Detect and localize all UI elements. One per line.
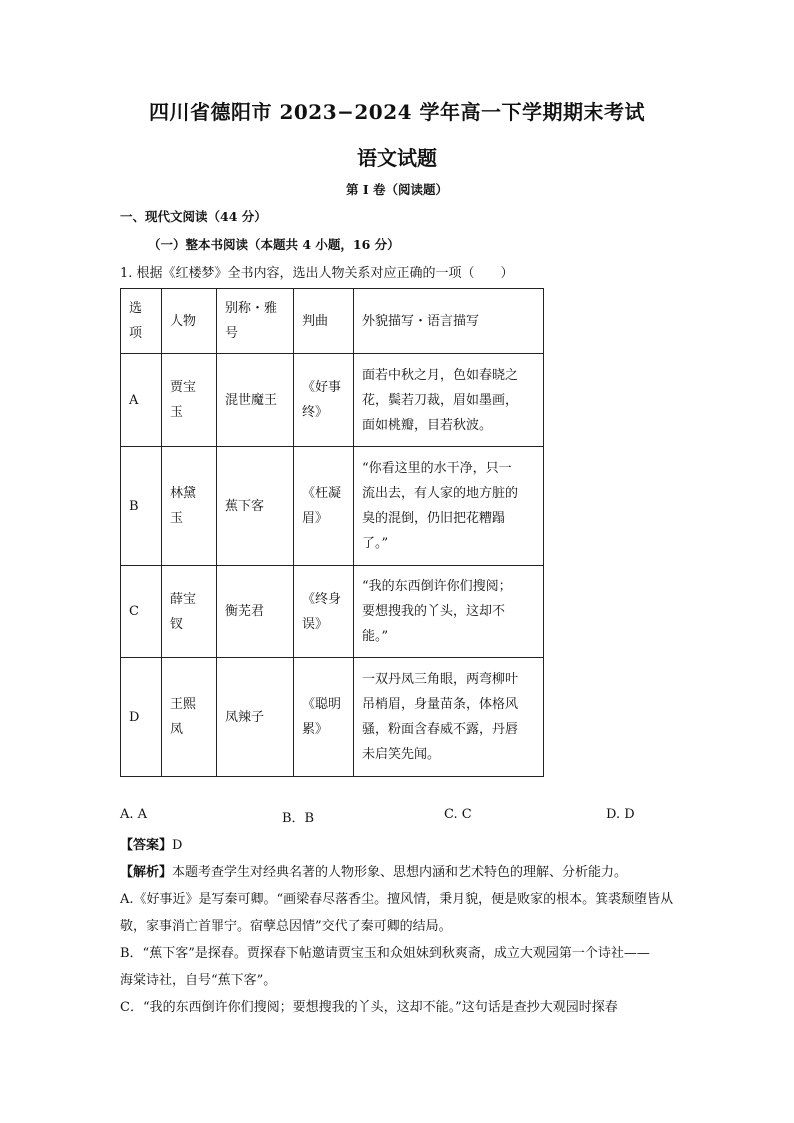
analysis-point-b: B．“蕉下客”是探春。贾探春下帖邀请贾宝玉和众姐妹到秋爽斋，成立大观园第一个诗社—— 海棠诗社，自号“蕉下客”。	[120, 946, 676, 988]
table-cell: 《枉凝 眉》	[294, 447, 354, 566]
answer-label: 【答案】	[120, 838, 173, 853]
table-header-cell	[294, 289, 354, 354]
option-b: B．B	[282, 811, 315, 826]
option-a: A. A	[120, 807, 148, 822]
table-row	[121, 566, 544, 658]
header-text: 外貌描写・语言描写	[362, 313, 480, 329]
header-text: 人物	[170, 313, 197, 329]
exam-subtitle: 语文试题	[357, 146, 437, 170]
table-header-cell	[354, 289, 544, 354]
table-cell: 《终身 误》	[294, 566, 354, 658]
option-c: C. C	[444, 807, 472, 822]
volume-heading: 第 I 卷（阅读题）	[345, 182, 449, 197]
option-d: D. D	[606, 807, 635, 822]
table-cell: A	[121, 354, 162, 447]
table-cell: B	[121, 447, 162, 566]
table-cell: 凤辣子	[217, 658, 294, 777]
analysis-label: 【解析】	[120, 865, 173, 880]
table-header-cell	[162, 289, 217, 354]
answer-line	[120, 834, 182, 853]
table-row	[121, 354, 544, 447]
table-cell: 《好事 终》	[294, 354, 354, 447]
table-row	[121, 658, 544, 777]
analysis-paragraph	[120, 859, 680, 886]
analysis-point-c: C．“我的东西倒许你们搜阅；要想搜我的丫头，这却不能。”这句话是查抄大观园时探春	[120, 1000, 618, 1015]
header-text: 别称・雅 号	[225, 301, 278, 341]
analysis-point-a: A.《好事近》是写秦可卿。“画梁春尽落香尘。擅风情，秉月貌，便是败家的根本。箕裘颓堕皆从敬，家事消亡首罪宁。宿孽总因情”交代了秦可卿的结局。	[120, 892, 674, 934]
answer-table	[120, 288, 544, 777]
exam-title: 四川省德阳市 2023−2024 学年高一下学期期末考试	[148, 100, 645, 124]
table-cell: D	[121, 658, 162, 777]
question-stem: 1. 根据《红楼梦》全书内容，选出人物关系对应正确的一项（ ）	[120, 266, 514, 281]
header-text: 选 项	[129, 301, 143, 341]
answer-value: D	[172, 838, 183, 853]
table-cell: 《聪明 累》	[294, 658, 354, 777]
table-cell: C	[121, 566, 162, 658]
table-cell: 衡芜君	[217, 566, 294, 658]
table-header-row	[121, 289, 544, 354]
table-cell: 面若中秋之月，色如春晓之 花，鬓若刀裁，眉如墨画， 面如桃瓣，目若秋波。	[354, 354, 544, 447]
table-cell: 一双丹凤三角眼，两弯柳叶 吊梢眉，身量苗条，体格风 骚，粉面含春威不露，丹唇 未启笑先闻。	[354, 658, 544, 777]
table-cell: “我的东西倒许你们搜阅； 要想搜我的丫头，这却不 能。”	[354, 566, 544, 658]
section-heading: 一、现代文阅读（44 分）	[120, 209, 267, 224]
table-cell: 薛宝 钗	[162, 566, 217, 658]
table-cell: 贾宝 玉	[162, 354, 217, 447]
table-cell: 林黛 玉	[162, 447, 217, 566]
table-cell: 混世魔王	[217, 354, 294, 447]
table-cell: “你看这里的水干净，只一 流出去，有人家的地方脏的 臭的混倒，仍旧把花糟蹋 了。”	[354, 447, 544, 566]
table-cell: 王熙 凤	[162, 658, 217, 777]
subsection-heading: （一）整本书阅读（本题共 4 小题，16 分）	[148, 237, 400, 252]
table-header-cell	[217, 289, 294, 354]
table-row	[121, 447, 544, 566]
table-header-cell	[121, 289, 162, 354]
table-cell: 蕉下客	[217, 447, 294, 566]
analysis-text: 本题考查学生对经典名著的人物形象、思想内涵和艺术特色的理解、分析能力。	[172, 865, 628, 880]
header-text: 判曲	[302, 313, 329, 329]
